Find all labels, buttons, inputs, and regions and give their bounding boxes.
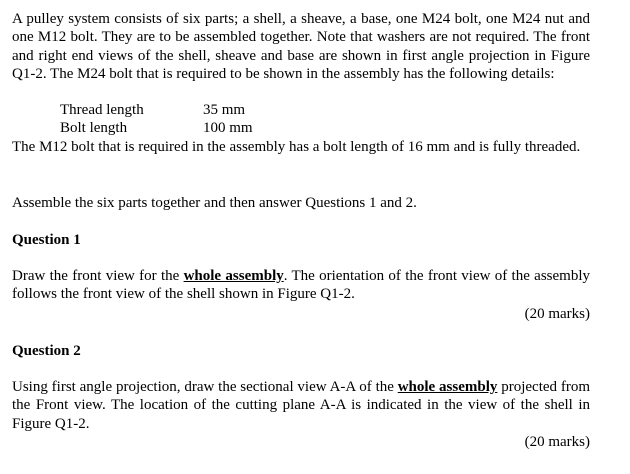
- question-2-text-start: Using first angle projection, draw the sectional view A-A of the: [12, 379, 398, 395]
- detail-row-thread-length: [60, 101, 360, 119]
- intro-paragraph: A pulley system consists of six parts; a shell, a sheave, a base, one M24 bolt, one M24 nut and one M12 bolt. They are to be assembled together. Note that washers are not required. The front and right end views of the shell, sheave and base are shown in first angle projection in Figure Q1-2. The M24 bolt that is required to be shown in the assembly has the following details:: [12, 11, 590, 83]
- question-1-text-start: Draw the front view for the: [12, 268, 184, 284]
- question-1-emphasis: whole assembly: [183, 268, 284, 284]
- assembly-instruction: Assemble the six parts together and then answer Questions 1 and 2.: [12, 195, 417, 211]
- detail-value: 100 mm: [203, 120, 253, 137]
- detail-value: 35 mm: [203, 102, 246, 118]
- detail-row-bolt-length: [60, 119, 360, 137]
- question-1-heading: Question 1: [12, 232, 81, 248]
- question-2-emphasis: whole assembly: [397, 379, 498, 395]
- question-2-text: [12, 378, 590, 433]
- question-1-text-end: . The orientation of the front view of the assembly follows the front view of the shell shown in Figure Q1-2.: [12, 268, 591, 303]
- detail-label: Thread length: [60, 102, 144, 118]
- question-1-marks: (20 marks): [524, 306, 590, 322]
- bolt-details-table: [60, 101, 360, 138]
- question-2-heading: Question 2: [12, 343, 81, 359]
- question-2-text-end: projected from the Front view. The location of the cutting plane A-A is indicated in the view of the shell in Figure Q1-2.: [12, 379, 590, 432]
- question-1-text: [12, 267, 590, 304]
- detail-label: Bolt length: [60, 120, 128, 137]
- question-2-marks: (20 marks): [524, 434, 590, 450]
- m12-bolt-note: The M12 bolt that is required in the assembly has a bolt length of 16 mm and is fully threaded.: [12, 139, 581, 155]
